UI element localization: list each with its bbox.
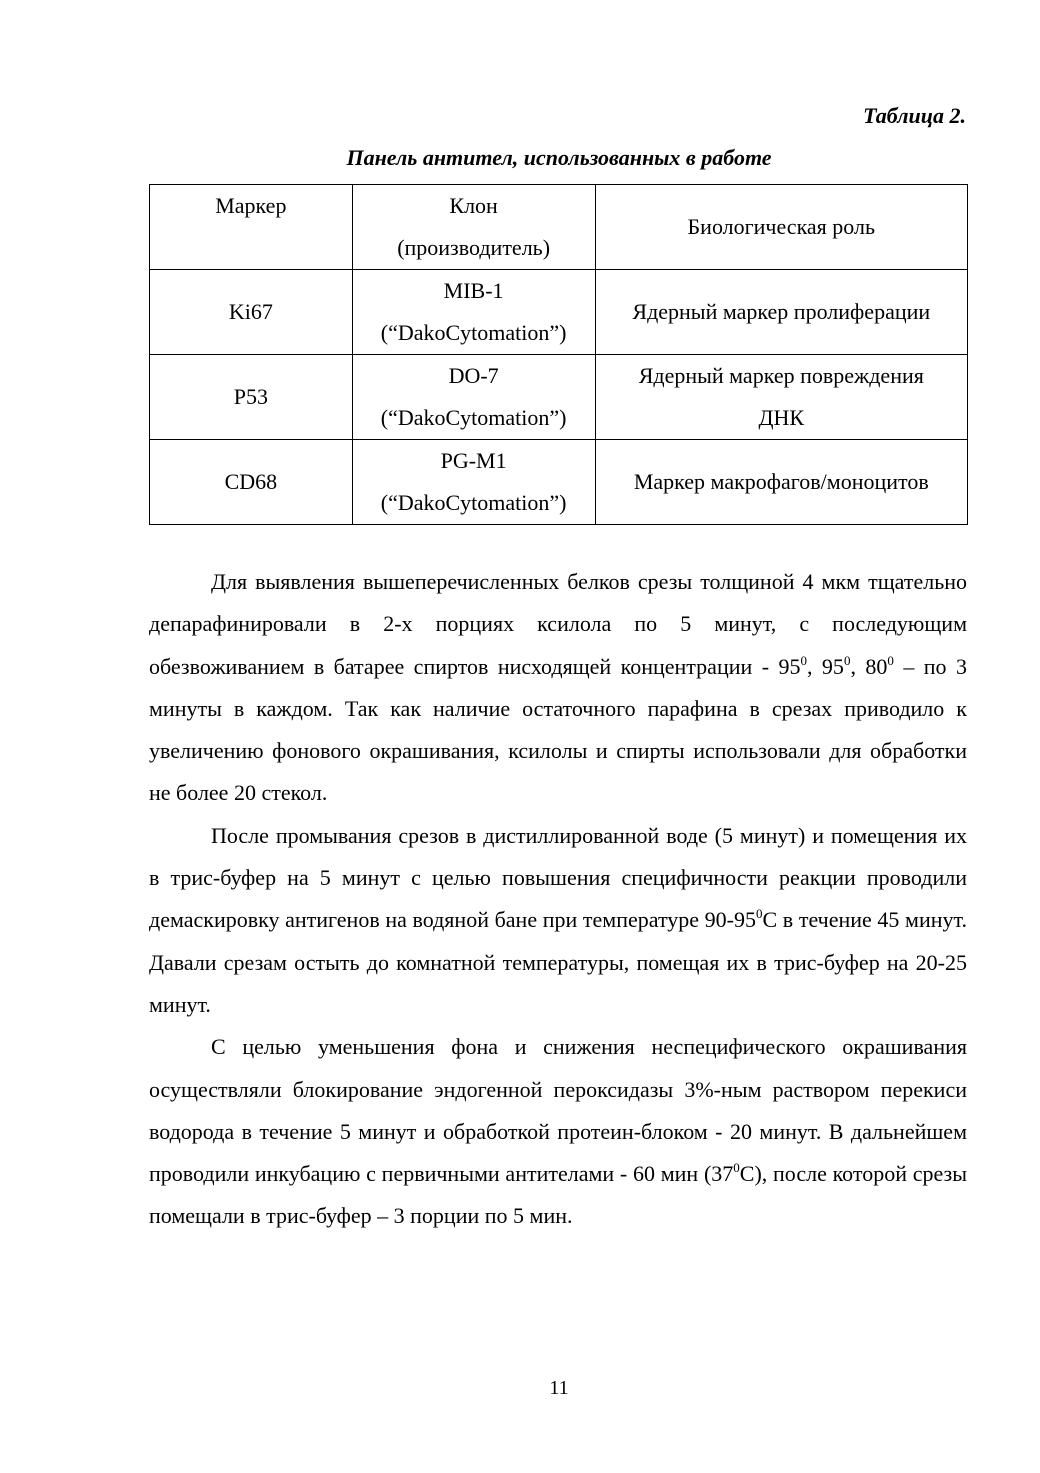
row-role [595, 440, 967, 525]
header-marker-label: Маркер [215, 193, 287, 218]
paragraph-deparaffinization [149, 561, 967, 815]
row-role [595, 270, 967, 355]
paragraph-text: – по 3 минуты в каждом. Так как наличие остаточного парафина в срезах приводило к увеличению фонового окрашивания, ксилолы и спирты использовали для обработки не более 20 стекол. [149, 653, 967, 806]
page-number: 11 [549, 1377, 569, 1399]
degree-superscript: 0 [756, 906, 763, 922]
header-clone [352, 185, 595, 270]
paragraph-text: , 95 [806, 653, 844, 679]
antibody-table [149, 184, 968, 525]
row-clone-manufacturer: (“DakoCytomation”) [380, 490, 567, 515]
row-marker: P53 [150, 355, 353, 440]
row-clone [352, 355, 595, 440]
table-header-row [150, 185, 968, 270]
row-clone-manufacturer: (“DakoCytomation”) [380, 405, 567, 430]
paragraph-text: , 80 [850, 653, 888, 679]
paragraph-text: С в течение 45 минут. Давали срезам остыть до комнатной температуры, помещая их в трис-буфер на 20-25 минут. [149, 907, 967, 1017]
row-clone-name: PG-M1 [440, 448, 507, 473]
table-title: Панель антител, использованных в работе [346, 145, 772, 170]
table-row [150, 270, 968, 355]
row-clone-name: DO-7 [448, 363, 499, 388]
degree-superscript: 0 [843, 652, 851, 668]
header-clone-sublabel: (производитель) [397, 235, 551, 260]
row-clone-manufacturer: (“DakoCytomation”) [380, 320, 567, 345]
paragraph-text: Для выявления вышеперечисленных белков срезы толщиной 4 мкм тщательно депарафинировали в 2-х порциях ксилола по 5 минут, с последующим обезвоживанием в батарее спиртов нисходящей концентрации - 95 [149, 569, 967, 679]
header-clone-label: Клон [449, 193, 498, 218]
row-clone [352, 440, 595, 525]
header-marker [150, 185, 353, 270]
row-clone-name: MIB-1 [443, 278, 504, 303]
row-role-text-cont: ДНК [758, 405, 805, 430]
row-role [595, 355, 967, 440]
row-clone [352, 270, 595, 355]
row-marker: CD68 [150, 440, 353, 525]
paragraph-text: После промывания срезов в дистиллированной воде (5 минут) и помещения их в трис-буфер на 5 минут с целью повышения специфичности реакции проводили демаскировку антигенов на водяной бане при температуре 90-95 [149, 822, 967, 933]
paragraph-antigen-retrieval [149, 815, 967, 1026]
degree-superscript: 0 [887, 652, 894, 668]
row-role-text: Ядерный маркер повреждения [638, 363, 924, 388]
paragraph-blocking-incubation [149, 1026, 967, 1237]
row-marker: Ki67 [150, 270, 353, 355]
table-number: Таблица 2. [863, 103, 966, 128]
table-row [150, 440, 968, 525]
degree-superscript: 0 [800, 652, 807, 668]
paragraph-text: С), после которой срезы помещали в трис-буфер – 3 порции по 5 мин. [149, 1161, 967, 1229]
header-role [595, 185, 967, 270]
row-role-text: Маркер макрофагов/моноцитов [633, 469, 929, 494]
body-text [149, 561, 967, 1238]
degree-superscript: 0 [733, 1160, 740, 1176]
row-role-text: Ядерный маркер пролиферации [632, 299, 931, 324]
header-role-label: Биологическая роль [687, 214, 876, 239]
table-row [150, 355, 968, 440]
paragraph-text: С целью уменьшения фона и снижения неспецифического окрашивания осуществляли блокирование эндогенной пероксидазы 3%-ным раствором перекиси водорода в течение 5 минут и обработкой протеин-блоком - 20 минут. В дальнейшем проводили инкубацию с первичными антителами - 60 мин (37 [149, 1034, 967, 1187]
